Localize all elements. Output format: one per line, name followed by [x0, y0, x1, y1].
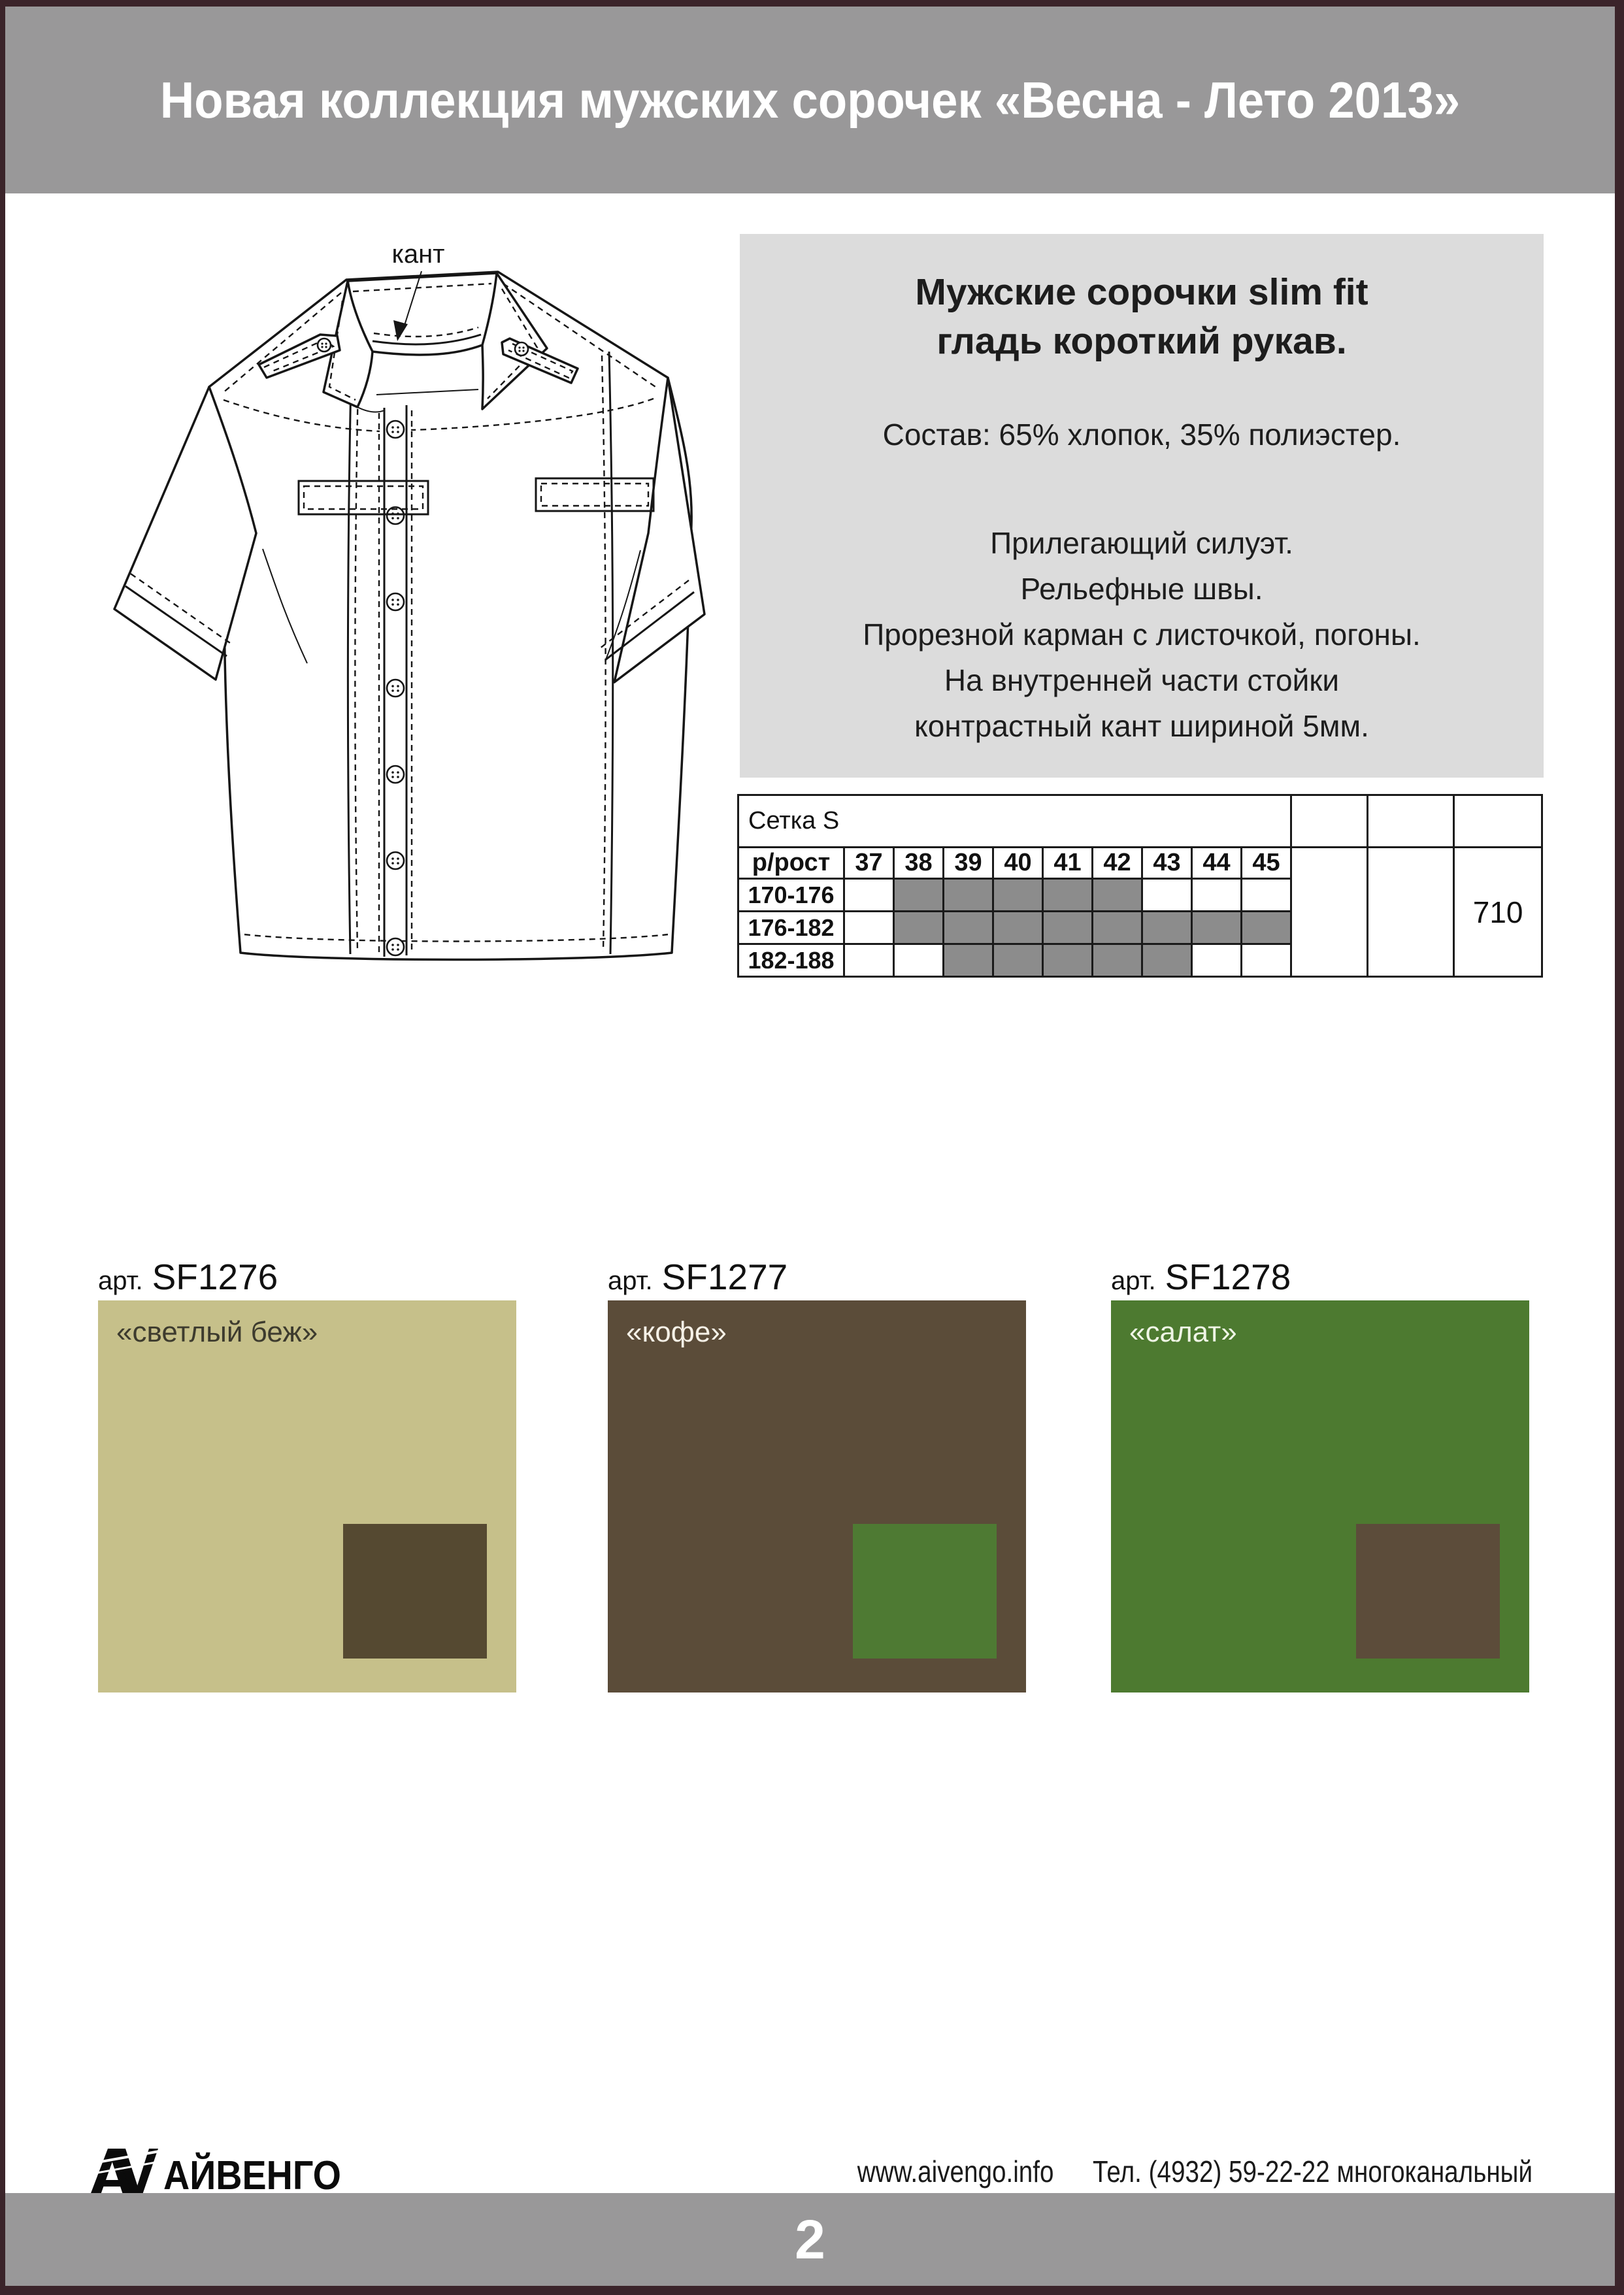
- contrast-swatch: [343, 1524, 487, 1659]
- product-title-line1: Мужские сорочки slim fit: [915, 271, 1368, 313]
- website-text: www.aivengo.info: [857, 2155, 1054, 2188]
- product-title-line2: гладь короткий рукав.: [936, 320, 1347, 363]
- size-empty-cell: [844, 912, 894, 944]
- size-grid-table: [737, 794, 1543, 978]
- extra-column-cell: [1291, 848, 1368, 977]
- extra-column-cell: [1368, 848, 1454, 977]
- phone-text: Тел. (4932) 59-22-22 многоканальный: [1092, 2155, 1533, 2188]
- article-prefix: арт.: [608, 1266, 653, 1295]
- size-empty-cell: [1242, 879, 1291, 912]
- page-border-bottom: [0, 2286, 1624, 2295]
- composition-text: Состав: 65% хлопок, 35% полиэстер.: [882, 418, 1401, 452]
- product-title: [740, 268, 1544, 366]
- height-range-label: 170-176: [738, 879, 844, 912]
- size-available-cell: [1093, 879, 1142, 912]
- size-available-cell: [993, 912, 1043, 944]
- color-swatch: [608, 1300, 1026, 1692]
- size-column-header: 42: [1093, 848, 1142, 879]
- size-available-cell: [944, 879, 993, 912]
- logo-monogram-icon: [86, 2149, 159, 2198]
- size-available-cell: [1093, 944, 1142, 977]
- size-empty-cell: [1242, 944, 1291, 977]
- size-column-header: 41: [1043, 848, 1093, 879]
- size-empty-cell: [1142, 879, 1192, 912]
- size-column-header: 40: [993, 848, 1043, 879]
- feature-line: На внутренней части стойки: [944, 663, 1340, 698]
- size-column-header: 45: [1242, 848, 1291, 879]
- page-title: Новая коллекция мужских сорочек «Весна - Лето 2013»: [159, 71, 1461, 129]
- color-swatch: [98, 1300, 516, 1692]
- feature-list: [740, 520, 1544, 749]
- size-available-cell: [894, 912, 944, 944]
- feature-line: Прилегающий силуэт.: [990, 526, 1293, 561]
- piping-callout-label: кант: [391, 242, 445, 269]
- logo-wordmark: АЙВЕНГО: [163, 2153, 348, 2198]
- height-range-label: 182-188: [738, 944, 844, 977]
- swatch-sf1277: [608, 1257, 1026, 1692]
- size-available-cell: [894, 879, 944, 912]
- footer-bar: [5, 2193, 1615, 2286]
- swatch-sf1276: [98, 1257, 516, 1692]
- page-border-top: [0, 0, 1624, 7]
- color-name: «салат»: [1129, 1316, 1237, 1348]
- extra-header-cell: [1291, 795, 1368, 848]
- size-available-cell: [1043, 912, 1093, 944]
- collar-stand: [348, 273, 502, 355]
- article-prefix: арт.: [98, 1266, 143, 1295]
- size-column-header: 44: [1192, 848, 1242, 879]
- size-available-cell: [993, 879, 1043, 912]
- color-name: «кофе»: [626, 1316, 727, 1348]
- model-number-cell: 710: [1454, 848, 1542, 977]
- size-available-cell: [1142, 912, 1192, 944]
- article-label: [1111, 1256, 1291, 1298]
- shirt-flat-sketch: [91, 242, 725, 993]
- size-empty-cell: [894, 944, 944, 977]
- size-available-cell: [1192, 912, 1242, 944]
- extra-header-cell: [1454, 795, 1542, 848]
- contrast-swatch: [1356, 1524, 1500, 1659]
- size-column-header: 39: [944, 848, 993, 879]
- contrast-swatch: [853, 1524, 997, 1659]
- shirt-body: [209, 272, 691, 960]
- article-prefix: арт.: [1111, 1266, 1156, 1295]
- size-empty-cell: [1192, 944, 1242, 977]
- color-swatch: [1111, 1300, 1529, 1692]
- page-border-left: [0, 0, 5, 2295]
- size-empty-cell: [844, 944, 894, 977]
- size-column-header: 43: [1142, 848, 1192, 879]
- feature-line: Прорезной карман с листочкой, погоны.: [863, 618, 1421, 652]
- contact-line: [857, 2154, 1533, 2189]
- color-name: «светлый беж»: [116, 1316, 318, 1348]
- size-available-cell: [1142, 944, 1192, 977]
- size-empty-cell: [1192, 879, 1242, 912]
- header-bar: [5, 7, 1615, 193]
- article-label: [98, 1256, 278, 1298]
- aivengo-logo: [86, 2147, 348, 2200]
- swatch-sf1278: [1111, 1257, 1529, 1692]
- size-column-header: 38: [894, 848, 944, 879]
- aivengo-logo-graphic: [86, 2147, 348, 2200]
- size-available-cell: [944, 944, 993, 977]
- feature-line: Рельефные швы.: [1020, 572, 1263, 606]
- size-available-cell: [1242, 912, 1291, 944]
- size-available-cell: [993, 944, 1043, 977]
- size-available-cell: [1043, 879, 1093, 912]
- size-row-header: р/рост: [738, 848, 844, 879]
- shirt-technical-drawing: [91, 242, 725, 993]
- grid-name-cell: Сетка S: [738, 795, 1291, 848]
- page-number: 2: [795, 2208, 825, 2270]
- article-code: SF1276: [152, 1257, 278, 1297]
- article-code: SF1278: [1165, 1257, 1291, 1297]
- extra-header-cell: [1368, 795, 1454, 848]
- size-available-cell: [944, 912, 993, 944]
- article-label: [608, 1256, 787, 1298]
- article-code: SF1277: [661, 1257, 788, 1297]
- page-border-right: [1615, 0, 1624, 2295]
- size-available-cell: [1093, 912, 1142, 944]
- height-range-label: 176-182: [738, 912, 844, 944]
- feature-line: контрастный кант шириной 5мм.: [914, 709, 1369, 744]
- size-empty-cell: [844, 879, 894, 912]
- size-column-header: 37: [844, 848, 894, 879]
- size-available-cell: [1043, 944, 1093, 977]
- product-info-box: [740, 234, 1544, 778]
